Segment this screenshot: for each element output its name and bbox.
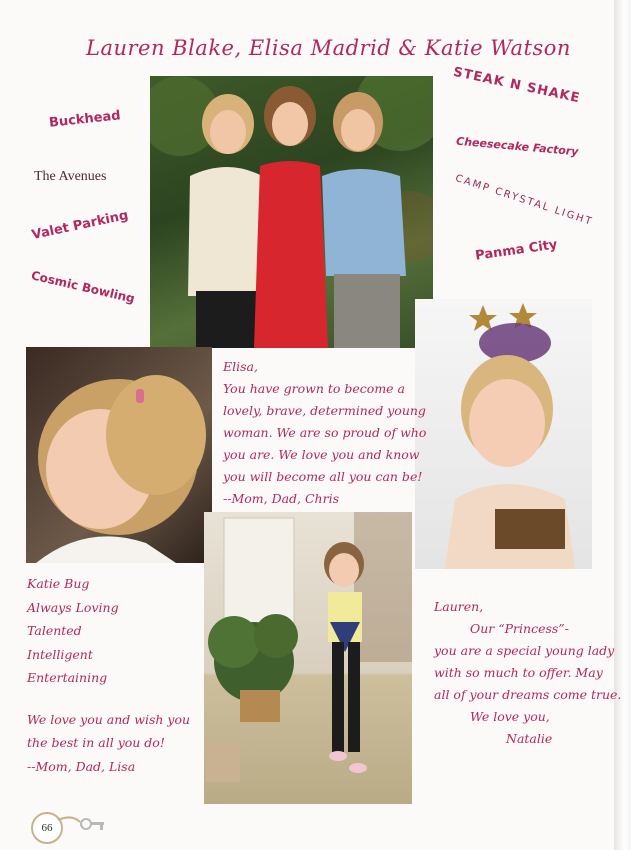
lauren-message-line: all of your dreams come true. [434, 687, 622, 702]
lauren-message-line: Our “Princess”- [470, 621, 569, 636]
lauren-message-line: Natalie [506, 731, 553, 746]
katie-message-line: --Mom, Dad, Lisa [27, 758, 136, 774]
tag-panama-city: Panma City [474, 237, 559, 264]
katie-message [27, 572, 190, 778]
elisa-message [223, 356, 426, 510]
elisa-message-line: you will become all you can be! [223, 469, 423, 484]
elisa-message-line: You have grown to become a [223, 381, 406, 396]
elisa-dance-photo [204, 512, 412, 804]
tag-valet-parking: Valet Parking [30, 207, 130, 244]
lauren-message-line: Lauren, [434, 599, 484, 614]
tag-the-avenues: The Avenues [34, 169, 107, 184]
katie-message-line: Entertaining [27, 670, 108, 685]
page-number: 66 [31, 812, 63, 844]
elisa-message-line: lovely, brave, determined young [223, 403, 426, 418]
elisa-message-line: you are. We love you and know [223, 447, 420, 462]
katie-message-line: Katie Bug [27, 576, 90, 591]
elisa-message-line: --Mom, Dad, Chris [223, 491, 339, 506]
katie-message-line: the best in all you do! [27, 735, 165, 750]
katie-message-line: Intelligent [27, 646, 93, 662]
katie-message-line: We love you and wish you [27, 711, 191, 727]
group-photo [150, 76, 433, 348]
tag-steak-n-shake: STEAK N SHAKE [451, 64, 582, 107]
page-title: Lauren Blake, Elisa Madrid & Katie Watson [86, 36, 571, 60]
lauren-message-line: you are a special young lady [434, 643, 615, 658]
lauren-costume-photo [415, 299, 592, 569]
tag-camp-crystal-light: CAMP CRYSTAL LIGHT [453, 172, 595, 229]
lauren-message-line: We love you, [470, 709, 550, 724]
elisa-message-line: Elisa, [223, 359, 258, 374]
lauren-message [434, 596, 621, 750]
katie-toddler-photo [26, 347, 212, 563]
elisa-message-line: woman. We are so proud of who [223, 425, 427, 440]
tag-cheesecake-factory: Cheesecake Factory [455, 134, 579, 159]
katie-message-line: Talented [27, 623, 82, 638]
katie-message-spacer [27, 690, 190, 708]
tag-cosmic-bowling: Cosmic Bowling [29, 268, 137, 306]
katie-message-line: Always Loving [27, 599, 119, 615]
tag-buckhead: Buckhead [48, 108, 122, 131]
lauren-message-line: with so much to offer. May [434, 665, 603, 680]
key-ring-icon [56, 812, 106, 834]
